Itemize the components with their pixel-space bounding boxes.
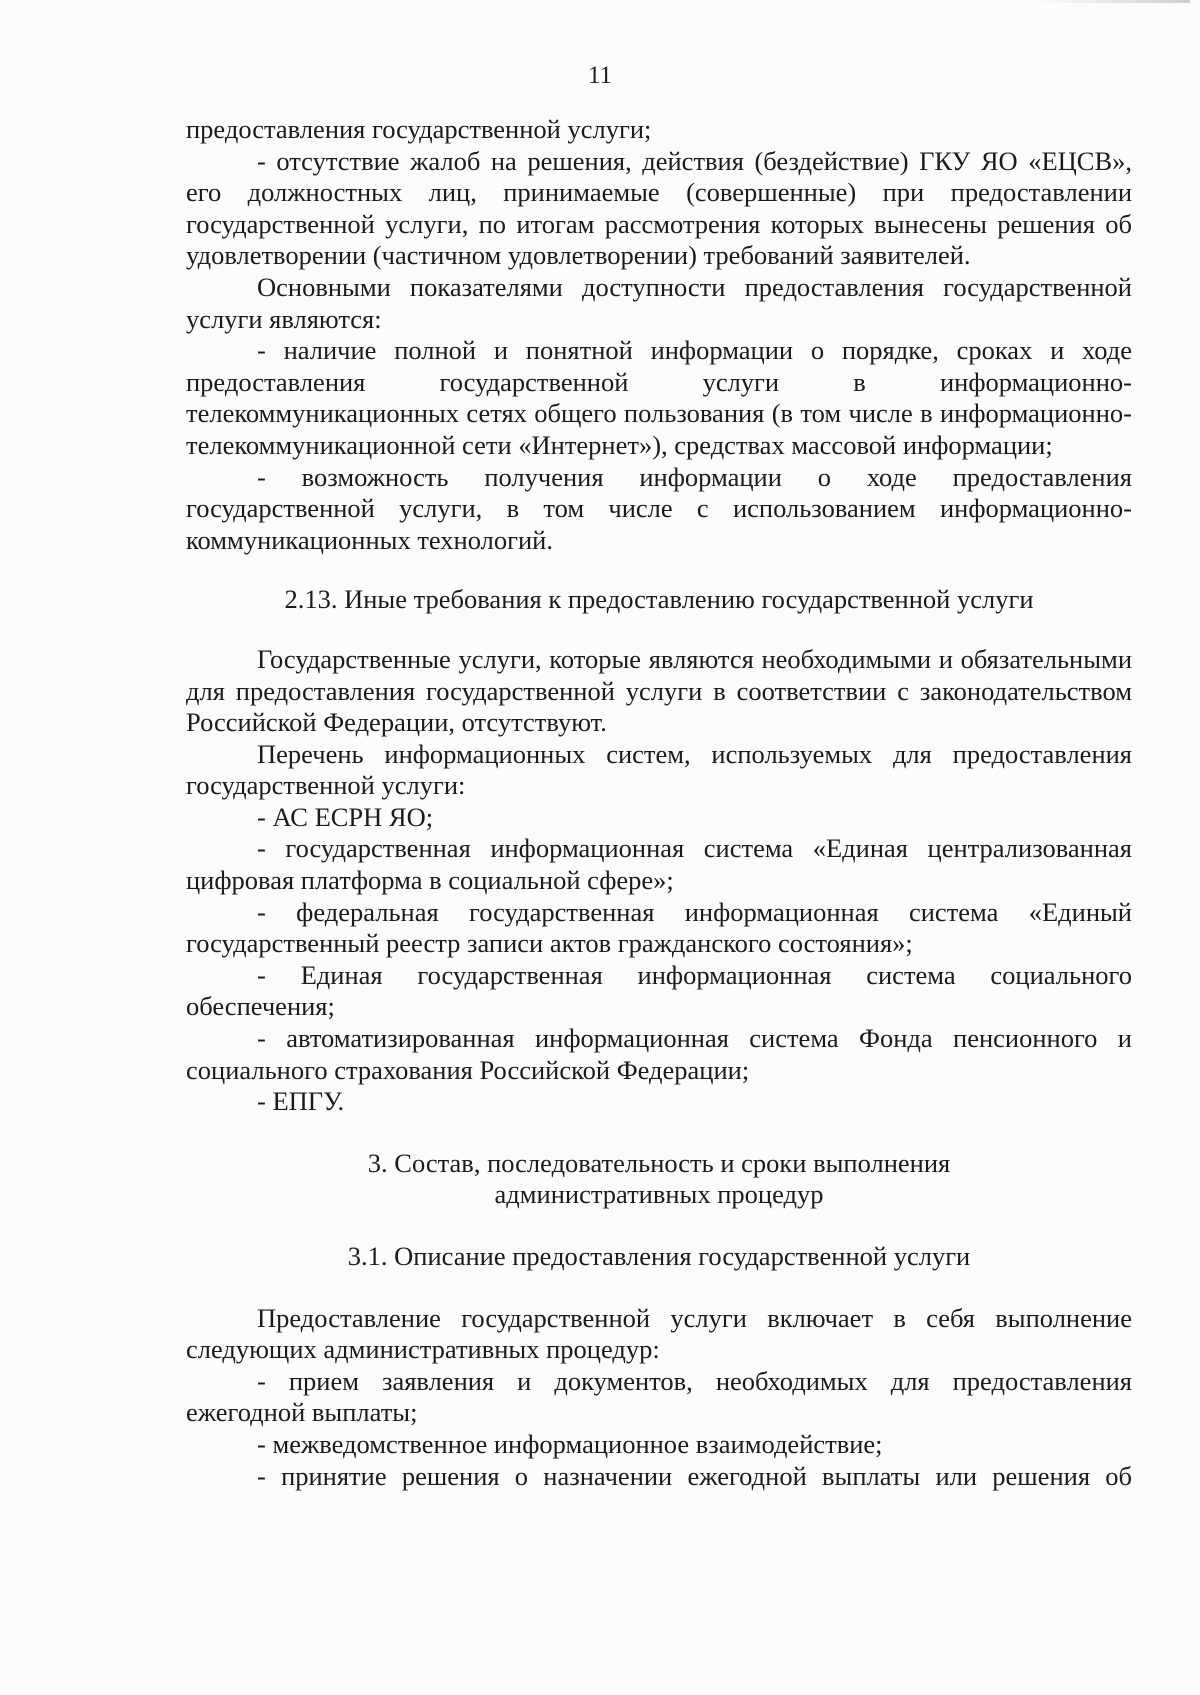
page-number: 11 xyxy=(587,62,613,89)
spacer xyxy=(186,1118,1132,1148)
list-item: - прием заявления и документов, необходимых для предоставления ежегодной выплаты; xyxy=(186,1365,1132,1428)
scan-artifact xyxy=(1030,0,1190,3)
list-item: - отсутствие жалоб на решения, действия (бездействие) ГКУ ЯО «ЕЦСВ», его должностных лиц, принимаемые (совершенные) при предоставлении государственной услуги, по итогам рассмотрения которых вынесены решения об удовлетворении (частичном удовлетворении) требований заявителей. xyxy=(186,145,1132,271)
paragraph: Предоставление государственной услуги включает в себя выполнение следующих административных процедур: xyxy=(186,1302,1132,1365)
list-item: - автоматизированная информационная система Фонда пенсионного и социального страхования Российской Федерации; xyxy=(186,1023,1132,1085)
spacer xyxy=(186,1273,1132,1303)
list-item: - федеральная государственная информационная система «Единый государственный реестр записи актов гражданского состояния»; xyxy=(186,896,1132,959)
list-item: - АС ЕСРН ЯО; xyxy=(257,801,434,832)
spacer xyxy=(186,616,1132,644)
list-item: - межведомственное информационное взаимодействие; xyxy=(257,1428,883,1459)
section-heading-3-1: 3.1. Описание предоставления государственной услуги xyxy=(347,1241,971,1271)
section-heading-2-13: 2.13. Иные требования к предоставлению государственной услуги xyxy=(284,584,1034,615)
paragraph: Основными показателями доступности предоставления государственной услуги являются: xyxy=(186,271,1132,334)
list-item: - Единая государственная информационная система социального обеспечения; xyxy=(186,959,1132,1022)
paragraph: предоставления государственной услуги; xyxy=(186,114,652,144)
paragraph: Перечень информационных систем, используемых для предоставления государственной услуги: xyxy=(186,738,1132,801)
spacer xyxy=(186,556,1132,584)
document-body xyxy=(186,114,1132,1492)
list-item: - принятие решения о назначении ежегодной выплаты или решения об xyxy=(257,1460,1132,1491)
section-heading-3-line2: административных процедур xyxy=(494,1179,824,1210)
spacer xyxy=(186,1211,1132,1241)
paragraph: Государственные услуги, которые являются необходимыми и обязательными для предоставления государственной услуги в соответствии с законодательством Российской Федерации, отсутствуют. xyxy=(186,643,1132,738)
list-item: - возможность получения информации о ходе предоставления государственной услуги, в том числе с использованием информационно-коммуникационных технологий. xyxy=(186,461,1132,555)
list-item: - государственная информационная система «Единая централизованная цифровая платформа в социальной сфере»; xyxy=(186,833,1132,896)
list-item: - наличие полной и понятной информации о порядке, сроках и ходе предоставления государственной услуги в информационно-телекоммуникационных сетях общего пользования (в том числе в информационно-телекоммуникационной сети «Интернет»), средствах массовой информации; xyxy=(186,335,1132,460)
list-item: - ЕПГУ. xyxy=(257,1086,345,1117)
section-heading-3-line1: 3. Состав, последовательность и сроки выполнения xyxy=(367,1147,951,1178)
